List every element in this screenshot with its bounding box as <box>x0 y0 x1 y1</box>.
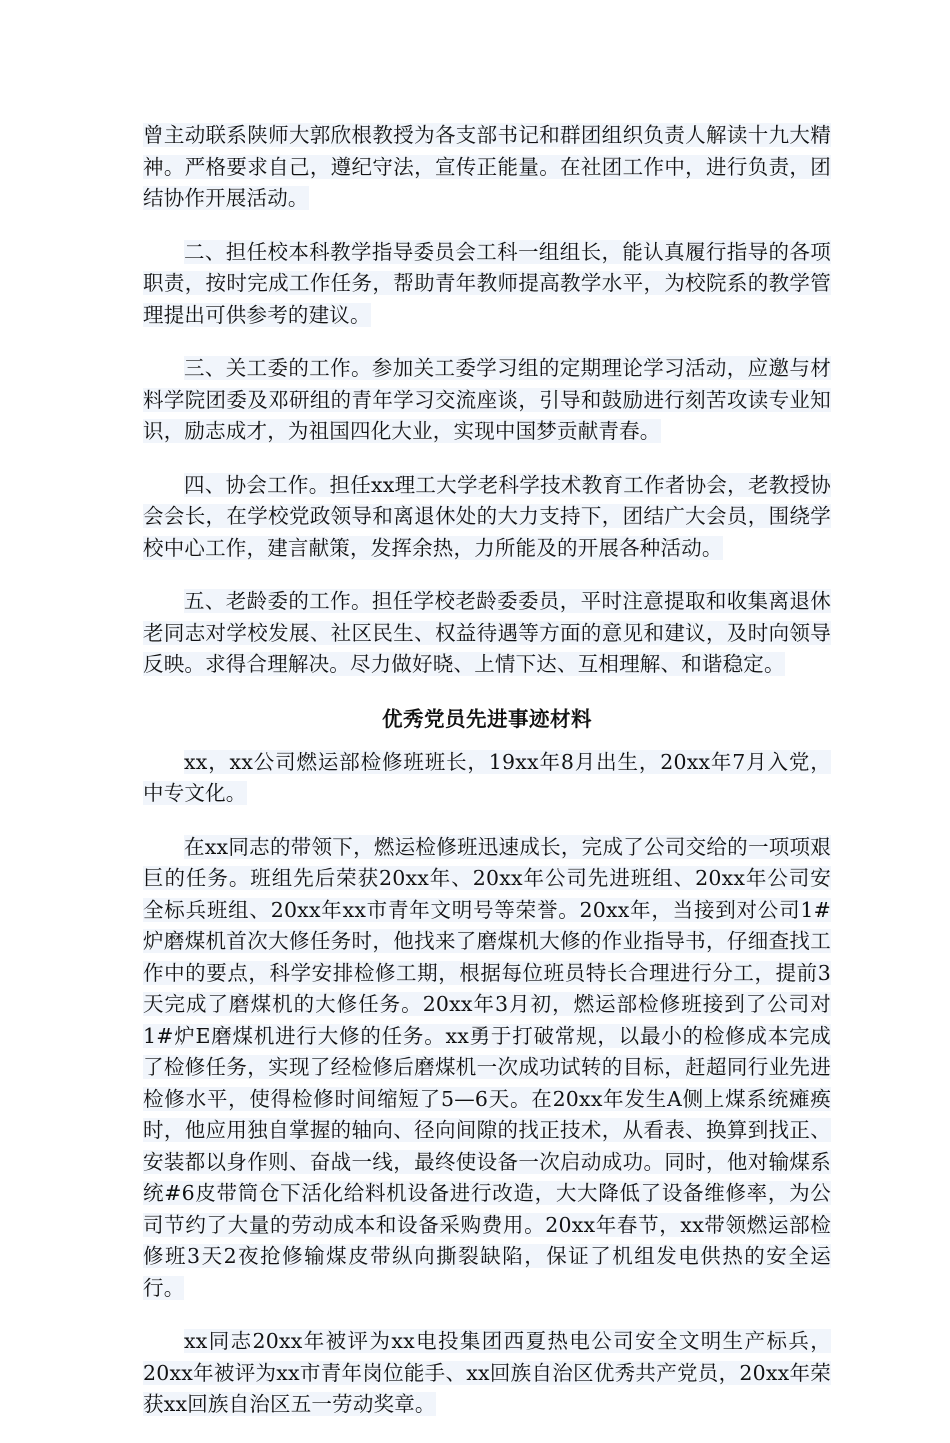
paragraph-elderly-committee <box>143 586 831 681</box>
paragraph-association <box>143 470 831 565</box>
paragraph-text: 在xx同志的带领下，燃运检修班迅速成长，完成了公司交给的一项项艰巨的任务。班组先后荣获20xx年、20xx年公司先进班组、20xx年公司安全标兵班组、20xx年xx市青年文明号等荣誉。20xx年，当接到对公司1#炉磨煤机首次大修任务时，他找来了磨煤机大修的作业指导书，仔细查找工作中的要点，科学安排检修工期，根据每位班员特长合理进行分工，提前3天完成了磨煤机的大修任务。20xx年3月初，燃运部检修班接到了公司对1#炉E磨煤机进行大修的任务。xx勇于打破常规，以最小的检修成本完成了检修任务，实现了经检修后磨煤机一次成功试转的目标，赶超同行业先进检修水平，使得检修时间缩短了5—6天。在20xx年发生A侧上煤系统瘫痪时，他应用独自掌握的轴向、径向间隙的找正技术，从看表、换算到找正、安装都以身作则、奋战一线，最终使设备一次启动成功。同时，他对输煤系统#6皮带筒仓下活化给料机设备进行改造，大大降低了设备维修率，为公司节约了大量的劳动成本和设备采购费用。20xx年春节，xx带领燃运部检修班3天2夜抢修输煤皮带纵向撕裂缺陷，保证了机组发电供热的安全运行。 <box>143 834 831 1300</box>
paragraph-text: 曾主动联系陕师大郭欣根教授为各支部书记和群团组织负责人解读十九大精神。严格要求自己，遵纪守法，宣传正能量。在社团工作中，进行负责，团结协作开展活动。 <box>143 123 831 210</box>
paragraph-continuation <box>143 120 831 215</box>
paragraph-text: 四、协会工作。担任xx理工大学老科学技术教育工作者协会，老教授协会会长，在学校党政领导和离退休处的大力支持下，团结广大会员，围绕学校中心工作，建言献策，发挥余热，力所能及的开展各种活动。 <box>143 472 831 560</box>
paragraph-teaching-committee <box>143 237 831 332</box>
paragraph-text: xx同志20xx年被评为xx电投集团西夏热电公司安全文明生产标兵，20xx年被评为xx市青年岗位能手、xx回族自治区优秀共产党员，20xx年荣获xx回族自治区五一劳动奖章。 <box>143 1329 831 1416</box>
paragraph-text: 五、老龄委的工作。担任学校老龄委委员，平时注意提取和收集离退休老同志对学校发展、社区民生、权益待遇等方面的意见和建议，及时向领导反映。求得合理解决。尽力做好晓、上情下达、互相理解、和谐稳定。 <box>143 589 831 676</box>
paragraph-honors <box>143 1326 831 1421</box>
paragraph-text: 三、关工委的工作。参加关工委学习组的定期理论学习活动，应邀与材料学院团委及邓研组的青年学习交流座谈，引导和鼓励进行刻苦攻读专业知识，励志成才，为祖国四化大业，实现中国梦贡献青春。 <box>143 356 831 443</box>
paragraph-guangongwei <box>143 353 831 448</box>
document-page <box>143 120 831 1443</box>
paragraph-text: 二、担任校本科教学指导委员会工科一组组长，能认真履行指导的各项职责，按时完成工作任务，帮助青年教师提高教学水平，为校院系的教学管理提出可供参考的建议。 <box>143 239 831 327</box>
paragraph-intro <box>143 747 831 810</box>
paragraph-achievements <box>143 832 831 1305</box>
section-title: 优秀党员先进事迹材料 <box>382 706 592 731</box>
paragraph-text: xx，xx公司燃运部检修班班长，19xx年8月出生，20xx年7月入党，中专文化。 <box>143 749 831 805</box>
